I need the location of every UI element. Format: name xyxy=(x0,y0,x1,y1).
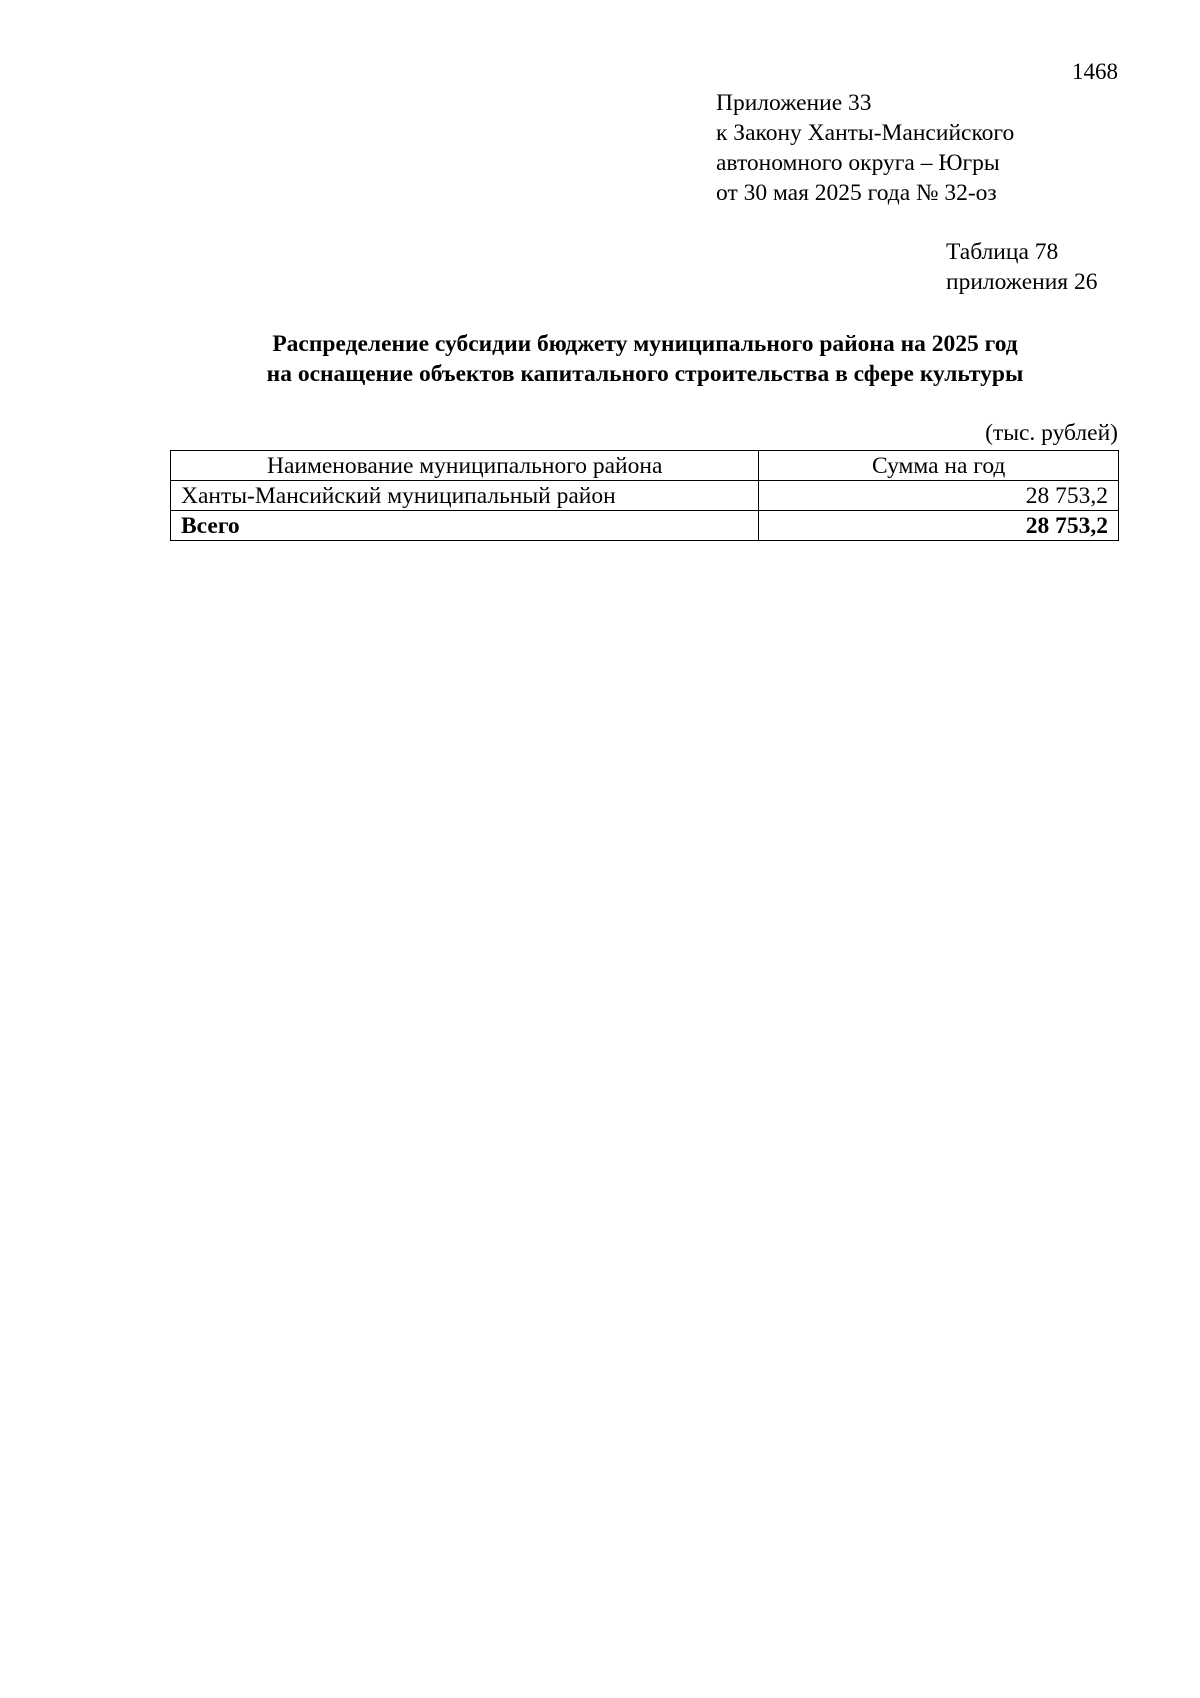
cell-amount: 28 753,2 xyxy=(759,481,1119,511)
header-amount: Сумма на год xyxy=(759,451,1119,481)
document-title xyxy=(170,329,1120,389)
units-label: (тыс. рублей) xyxy=(985,420,1118,446)
page-number: 1468 xyxy=(1072,59,1118,84)
table-row xyxy=(171,481,1119,511)
title-line: на оснащение объектов капитального строительства в сфере культуры xyxy=(266,361,1024,387)
appendix-line: к Закону Ханты-Мансийского xyxy=(716,120,1015,146)
cell-total-amount: 28 753,2 xyxy=(759,511,1119,541)
table-reference-line: приложения 26 xyxy=(946,269,1098,295)
table-header-row xyxy=(171,451,1119,481)
cell-total-label: Всего xyxy=(171,511,759,541)
header-district-name: Наименование муниципального района xyxy=(171,451,759,481)
table-total-row xyxy=(171,511,1119,541)
cell-district-name: Ханты-Мансийский муниципальный район xyxy=(171,481,759,511)
appendix-line: автономного округа – Югры xyxy=(716,150,1000,176)
appendix-reference xyxy=(716,88,1014,208)
table-reference-line: Таблица 78 xyxy=(946,239,1059,265)
table-reference xyxy=(946,237,1098,297)
appendix-line: Приложение 33 xyxy=(716,90,872,116)
appendix-line: от 30 мая 2025 года № 32-оз xyxy=(716,180,997,206)
title-line: Распределение субсидии бюджету муниципального района на 2025 год xyxy=(272,331,1018,357)
subsidy-table xyxy=(170,450,1119,541)
